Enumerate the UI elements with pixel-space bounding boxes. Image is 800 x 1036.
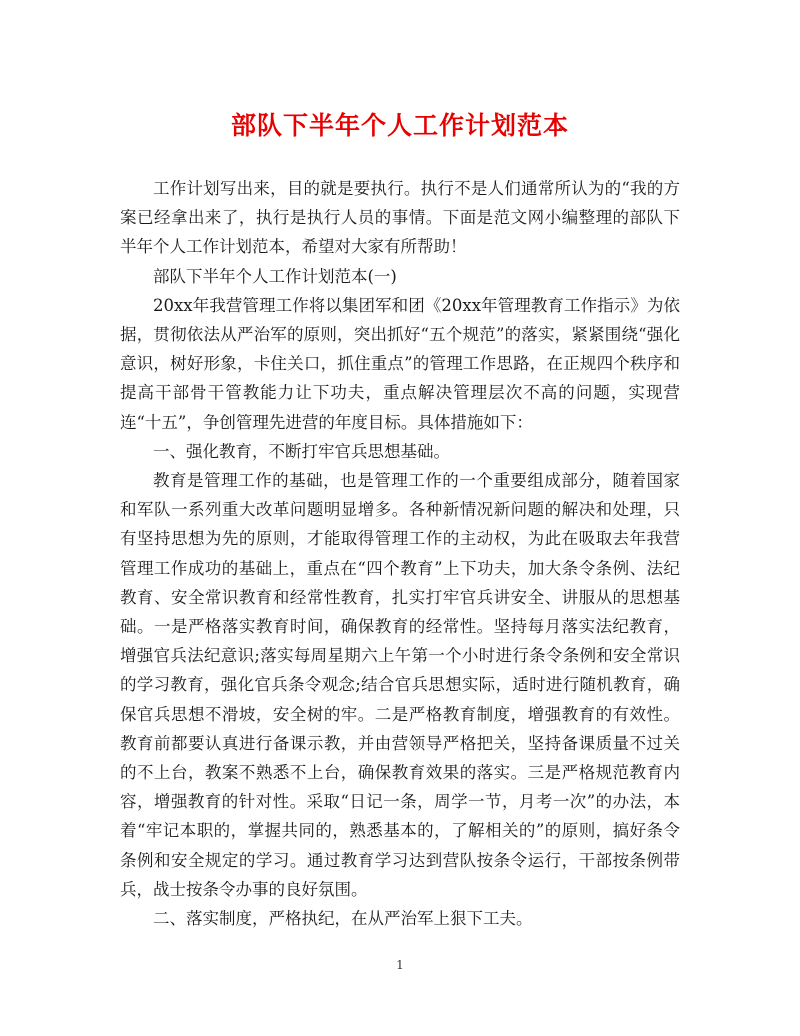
section-heading-education: 一、强化教育，不断打牢官兵思想基础。 bbox=[153, 441, 450, 461]
intro-paragraph: 工作计划写出来，目的就是要执行。执行不是人们通常所认为的“我的方案已经拿出来了，执行是执行人员的事情。下面是范文网小编整理的部队下半年个人工作计划范本，希望对大家有所帮助！ bbox=[120, 179, 680, 257]
page-number: 1 bbox=[396, 958, 404, 972]
plan-overview-paragraph: 20xx年我营管理工作将以集团军和团《20xx年管理教育工作指示》为依据，贯彻依法从严治军的原则，突出抓好“五个规范”的落实，紧紧围绕“强化意识，树好形象，卡住关口，抓住重点”的管理工作思路，在正规四个秩序和提高干部骨干管教能力让下功夫，重点解决管理层次不高的问题，实现营连“十五”，争创管理先进营的年度目标。具体措施如下： bbox=[120, 295, 680, 432]
document-body bbox=[120, 174, 680, 933]
document-title: 部队下半年个人工作计划范本 bbox=[230, 111, 569, 140]
education-paragraph: 教育是管理工作的基础，也是管理工作的一个重要组成部分，随着国家和军队一系列重大改革问题明显增多。各种新情况新问题的解决和处理，只有坚持思想为先的原则，才能取得管理工作的主动权，为此在吸取去年我营管理工作成功的基础上，重点在“四个教育”上下功夫，加大条令条例、法纪教育、安全常识教育和经常性教育，扎实打牢官兵讲安全、讲服从的思想基础。一是严格落实教育时间，确保教育的经常性。坚持每月落实法纪教育，增强官兵法纪意识;落实每周星期六上午第一个小时进行条令条例和安全常识的学习教育，强化官兵条令观念;结合官兵思想实际，适时进行随机教育，确保官兵思想不滑坡，安全树的牢。二是严格教育制度，增强教育的有效性。教育前都要认真进行备课示教，并由营领导严格把关，坚持备课质量不过关的不上台，教案不熟悉不上台，确保教育效果的落实。三是严格规范教育内容，增强教育的针对性。采取“日记一条，周学一节，月考一次”的办法，本着“牢记本职的，掌握共同的，熟悉基本的，了解相关的”的原则，搞好条令条例和安全规定的学习。通过教育学习达到营队按条令运行，干部按条例带兵，战士按条令办事的良好氛围。 bbox=[120, 471, 680, 899]
section-heading-sample-one: 部队下半年个人工作计划范本(一) bbox=[153, 266, 397, 286]
section-heading-discipline: 二、落实制度，严格执纪，在从严治军上狠下工夫。 bbox=[153, 909, 533, 929]
